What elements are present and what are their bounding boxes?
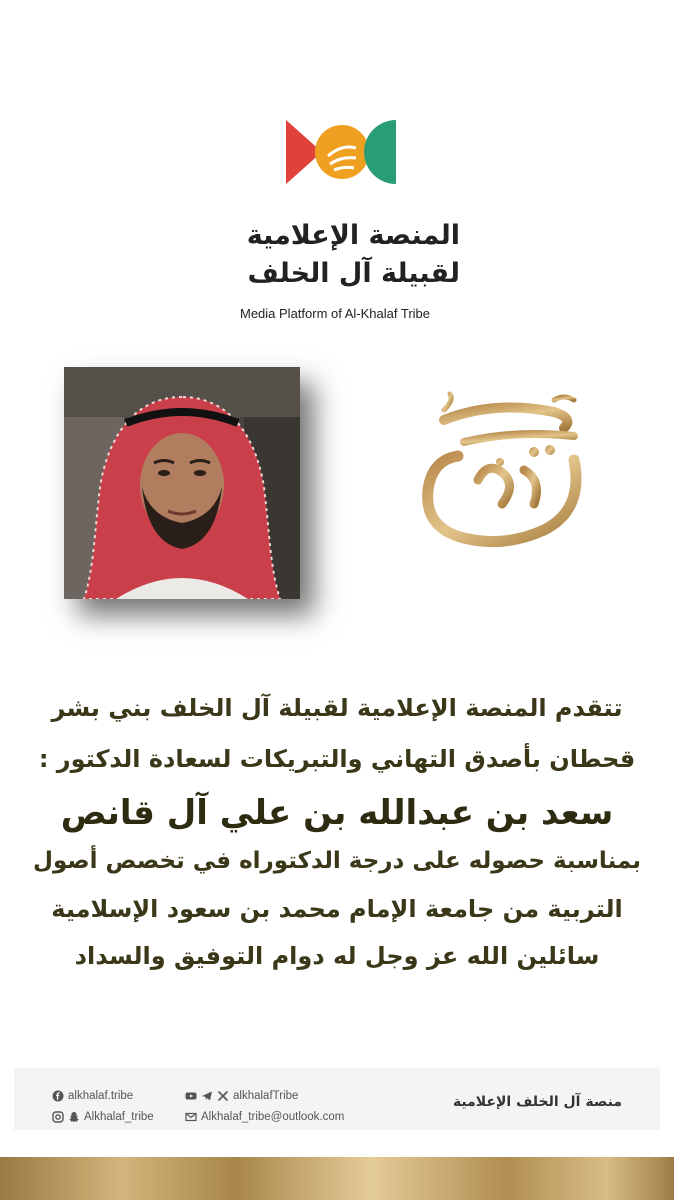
- youtube-icon: [185, 1090, 197, 1102]
- honoree-name: سعد بن عبدالله بن علي آل قانص: [60, 793, 614, 833]
- brand-name-ar-line2: لقبيلة آل الخلف: [247, 258, 460, 289]
- telegram-icon: [201, 1090, 213, 1102]
- brand-name-en: Media Platform of Al-Khalaf Tribe: [239, 306, 431, 321]
- brand-name-ar-line1: المنصة الإعلامية: [246, 220, 460, 251]
- gold-bottom-bar: [0, 1157, 674, 1200]
- message-line-1: تتقدم المنصة الإعلامية لقبيلة آل الخلف بني بشر: [51, 694, 623, 722]
- message-line-2: قحطان بأصدق التهاني والتبريكات لسعادة الدكتور :: [38, 745, 636, 773]
- message-line-5: التربية من جامعة الإمام محمد بن سعود الإسلامية: [51, 895, 623, 923]
- contact-youtube-telegram-x[interactable]: [185, 1090, 298, 1102]
- instagram-icon: [52, 1111, 64, 1123]
- snapchat-icon: [68, 1111, 80, 1123]
- email-icon: [185, 1111, 197, 1123]
- youtube-telegram-x-handle: alkhalafTribe: [233, 1090, 299, 1102]
- facebook-icon: [52, 1090, 64, 1102]
- contact-facebook[interactable]: [52, 1090, 133, 1102]
- email-address: Alkhalaf_tribe@outlook.com: [201, 1111, 345, 1123]
- footer-brand-name: منصة آل الخلف الإعلامية: [452, 1094, 622, 1110]
- portrait-photo: [64, 367, 300, 599]
- contact-instagram-snapchat[interactable]: [52, 1111, 154, 1123]
- contact-email[interactable]: [185, 1111, 344, 1123]
- brand-logo: [284, 118, 402, 186]
- congratulations-calligraphy: [404, 390, 604, 560]
- message-line-4: بمناسبة حصوله على درجة الدكتوراه في تخصص أصول: [32, 848, 642, 874]
- message-line-6: سائلين الله عز وجل له دوام التوفيق والسداد: [74, 942, 600, 970]
- facebook-handle: alkhalaf.tribe: [68, 1090, 134, 1102]
- logo-mark-icon: [284, 118, 402, 186]
- x-icon: [217, 1090, 229, 1102]
- instagram-snapchat-handle: Alkhalaf_tribe: [84, 1111, 154, 1123]
